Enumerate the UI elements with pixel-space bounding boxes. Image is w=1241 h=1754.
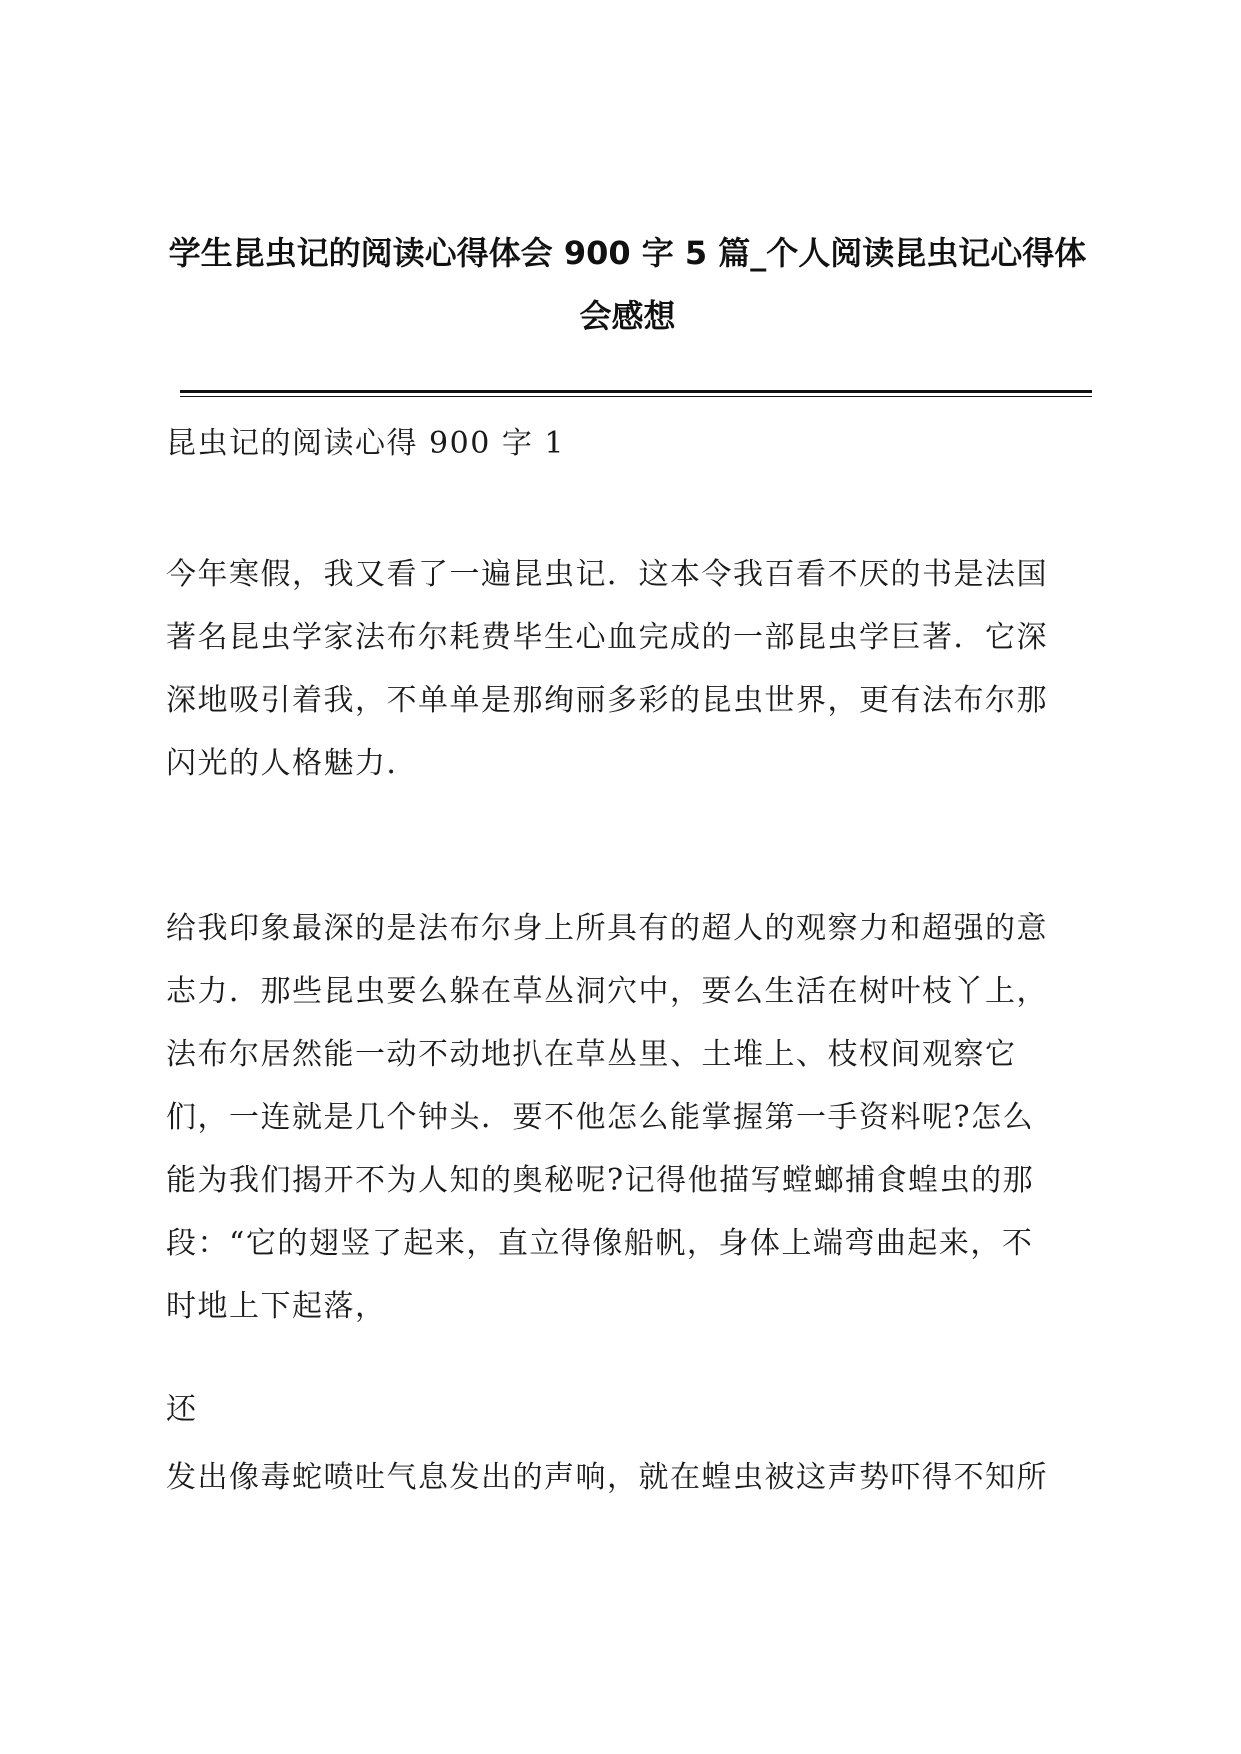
- paragraph-2: [166, 897, 1096, 1338]
- section-subheading: 昆虫记的阅读心得 900 字 1: [166, 426, 565, 461]
- text-line: 发出像毒蛇喷吐气息发出的声响，就在蝗虫被这声势吓得不知所: [166, 1460, 1048, 1495]
- title-divider-thin: [180, 396, 1092, 397]
- text-line: 法布尔居然能一动不动地扒在草丛里、土堆上、枝杈间观察它: [166, 1037, 1017, 1072]
- title-line: 学生昆虫记的阅读心得体会 900 字 5 篇_个人阅读昆虫记心得体: [168, 234, 1087, 272]
- paragraph-1: [166, 543, 1096, 795]
- text-line: 志力．那些昆虫要么躲在草丛洞穴中，要么生活在树叶枝丫上，: [166, 974, 1048, 1009]
- text-line: 闪光的人格魅力．: [166, 746, 418, 781]
- text-line: 给我印象最深的是法布尔身上所具有的超人的观察力和超强的意: [166, 911, 1048, 946]
- text-line: 们，一连就是几个钟头．要不他怎么能掌握第一手资料呢?怎么: [166, 1100, 1035, 1135]
- text-line: 今年寒假，我又看了一遍昆虫记．这本令我百看不厌的书是法国: [166, 557, 1048, 592]
- paragraph-4: [166, 1446, 1096, 1509]
- text-line: 著名昆虫学家法布尔耗费毕生心血完成的一部昆虫学巨著．它深: [166, 620, 1048, 655]
- document-title: [165, 222, 1090, 348]
- text-line: 时地上下起落，: [166, 1289, 387, 1324]
- paragraph-3: [166, 1378, 1096, 1441]
- text-line: 还: [166, 1392, 198, 1427]
- text-line: 能为我们揭开不为人知的奥秘呢?记得他描写螳螂捕食蝗虫的那: [166, 1163, 1035, 1198]
- title-line: 会感想: [579, 297, 676, 335]
- title-divider-thick: [180, 390, 1092, 393]
- text-line: 深地吸引着我，不单单是那绚丽多彩的昆虫世界，更有法布尔那: [166, 683, 1048, 718]
- text-line: 段：“它的翅竖了起来，直立得像船帆，身体上端弯曲起来，不: [166, 1226, 1034, 1261]
